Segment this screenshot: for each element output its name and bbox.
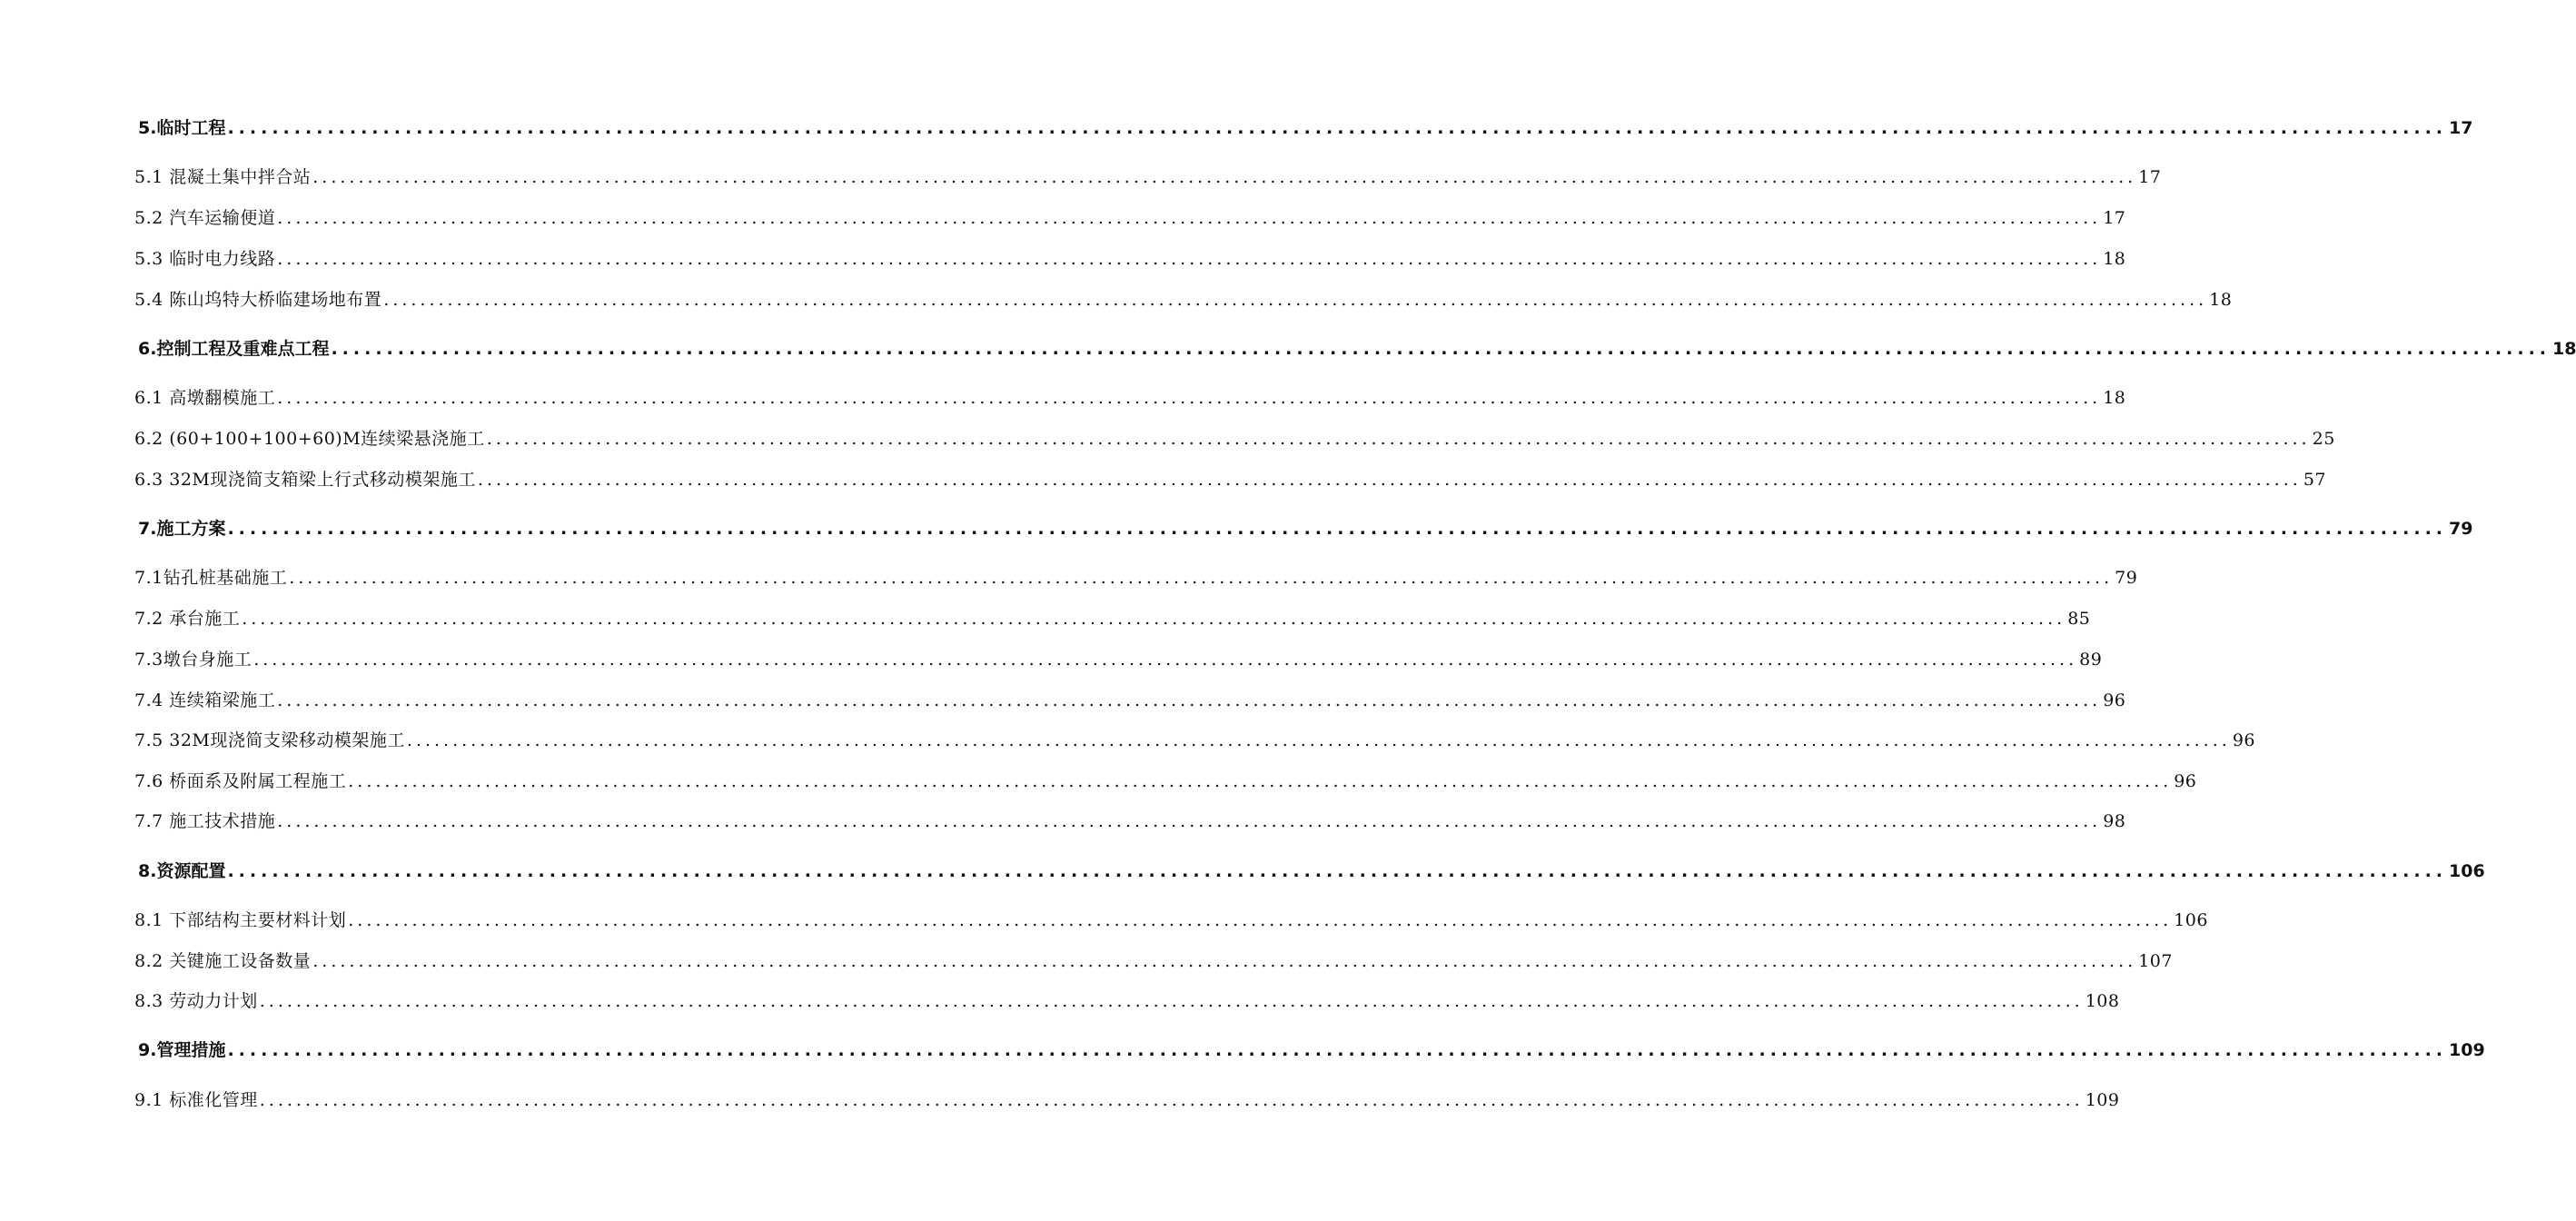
toc-entry[interactable]	[134, 808, 2126, 835]
toc-entry-section[interactable]	[138, 1037, 2485, 1064]
toc-leader-dots: ........................................................................................................................................................................................................	[312, 951, 2137, 971]
toc-entry[interactable]	[134, 245, 2126, 273]
toc-entry-title: 8.3 劳动力计划	[134, 991, 258, 1011]
toc-entry[interactable]	[134, 988, 2120, 1015]
toc-entry-section[interactable]	[138, 515, 2473, 542]
toc-entry[interactable]	[134, 1087, 2120, 1114]
toc-entry[interactable]	[134, 687, 2126, 714]
toc-entry[interactable]	[134, 466, 2326, 493]
toc-entry-page: 18	[2103, 249, 2126, 269]
toc-entry-page: 96	[2103, 690, 2126, 710]
toc-entry[interactable]	[134, 164, 2162, 191]
toc-entry-page: 106	[2449, 861, 2485, 881]
toc-leader-dots: ........................................................................................................................................................................................................	[227, 1040, 2448, 1060]
toc-entry-title: 7.3墩台身施工	[134, 650, 253, 670]
toc-entry[interactable]	[134, 384, 2126, 412]
toc-entry-page: 79	[2449, 519, 2473, 539]
toc-entry-page: 79	[2115, 568, 2138, 588]
toc-entry-title: 5.3 临时电力线路	[134, 249, 276, 269]
toc-entry-page: 17	[2103, 208, 2126, 228]
toc-entry-title: 5.临时工程	[138, 118, 226, 138]
toc-entry[interactable]	[134, 286, 2233, 313]
toc-entry-page: 106	[2174, 910, 2208, 930]
toc-entry[interactable]	[134, 768, 2197, 795]
toc-entry[interactable]	[134, 948, 2173, 975]
toc-entry[interactable]	[134, 727, 2255, 754]
toc-leader-dots: ........................................................................................................................................................................................................	[277, 249, 2102, 269]
toc-entry[interactable]	[134, 907, 2208, 934]
toc-leader-dots: ........................................................................................................................................................................................................	[277, 208, 2102, 228]
toc-leader-dots: ........................................................................................................................................................................................................	[331, 339, 2551, 359]
toc-entry-page: 85	[2067, 609, 2091, 629]
toc-entry[interactable]	[134, 646, 2103, 673]
toc-leader-dots: ........................................................................................................................................................................................................	[477, 470, 2302, 490]
toc-entry-page: 25	[2312, 429, 2335, 449]
toc-entry[interactable]	[134, 564, 2138, 591]
toc-entry-title: 7.2 承台施工	[134, 609, 241, 629]
toc-entry-page: 57	[2303, 470, 2326, 490]
toc-entry-title: 6.3 32M现浇简支箱梁上行式移动模架施工	[134, 470, 476, 490]
toc-entry-page: 18	[2552, 339, 2576, 359]
toc-leader-dots: ........................................................................................................................................................................................................	[348, 771, 2173, 791]
toc-leader-dots: ........................................................................................................................................................................................................	[277, 388, 2102, 408]
toc-entry-title: 7.7 施工技术措施	[134, 811, 276, 831]
toc-entry[interactable]	[134, 425, 2335, 452]
toc-entry[interactable]	[134, 204, 2126, 232]
toc-entry-title: 6.2 (60+100+100+60)M连续梁悬浇施工	[134, 429, 485, 449]
toc-entry-page: 107	[2138, 951, 2173, 971]
toc-entry-title: 7.1钻孔桩基础施工	[134, 568, 288, 588]
toc-entry-page: 96	[2232, 730, 2255, 750]
toc-entry-title: 5.4 陈山坞特大桥临建场地布置	[134, 290, 382, 310]
toc-entry-title: 8.1 下部结构主要材料计划	[134, 910, 347, 930]
toc-leader-dots: ........................................................................................................................................................................................................	[486, 429, 2311, 449]
toc-leader-dots: ........................................................................................................................................................................................................	[406, 730, 2231, 750]
toc-entry-title: 6.控制工程及重难点工程	[138, 339, 330, 359]
toc-entry-title: 7.施工方案	[138, 519, 226, 539]
toc-leader-dots: ........................................................................................................................................................................................................	[277, 690, 2102, 710]
toc-entry-page: 109	[2085, 1090, 2120, 1110]
toc-leader-dots: ........................................................................................................................................................................................................	[227, 519, 2448, 539]
toc-entry-title: 9.管理措施	[138, 1040, 226, 1060]
toc-entry-page: 18	[2209, 290, 2233, 310]
toc-entry-section[interactable]	[138, 114, 2473, 142]
toc-leader-dots: ........................................................................................................................................................................................................	[312, 167, 2137, 187]
toc-entry-title: 9.1 标准化管理	[134, 1090, 258, 1110]
toc-entry-title: 5.1 混凝土集中拌合站	[134, 167, 312, 187]
toc-entry-page: 18	[2103, 388, 2126, 408]
toc-leader-dots: ........................................................................................................................................................................................................	[253, 650, 2078, 670]
toc-entry-title: 7.5 32M现浇简支梁移动模架施工	[134, 730, 405, 750]
toc-entry-page: 96	[2174, 771, 2197, 791]
toc-leader-dots: ........................................................................................................................................................................................................	[348, 910, 2173, 930]
toc-leader-dots: ........................................................................................................................................................................................................	[259, 1090, 2084, 1110]
toc-entry-page: 108	[2085, 991, 2120, 1011]
toc-leader-dots: ........................................................................................................................................................................................................	[277, 811, 2102, 831]
toc-entry-title: 6.1 高墩翻模施工	[134, 388, 276, 408]
toc-entry-page: 98	[2103, 811, 2126, 831]
toc-leader-dots: ........................................................................................................................................................................................................	[259, 991, 2084, 1011]
toc-entry-title: 7.6 桥面系及附属工程施工	[134, 771, 347, 791]
toc-entry-page: 89	[2079, 650, 2103, 670]
toc-entry-title: 5.2 汽车运输便道	[134, 208, 276, 228]
toc-entry[interactable]	[134, 605, 2091, 632]
toc-leader-dots: ........................................................................................................................................................................................................	[289, 568, 2114, 588]
toc-entry-title: 8.资源配置	[138, 861, 226, 881]
toc-entry-page: 17	[2449, 118, 2473, 138]
toc-entry-page: 17	[2138, 167, 2162, 187]
toc-entry-page: 109	[2449, 1040, 2485, 1060]
toc-leader-dots: ........................................................................................................................................................................................................	[242, 609, 2066, 629]
toc-entry-title: 7.4 连续箱梁施工	[134, 690, 276, 710]
toc-entry-title: 8.2 关键施工设备数量	[134, 951, 312, 971]
toc-leader-dots: ........................................................................................................................................................................................................	[227, 118, 2448, 138]
toc-entry-section[interactable]	[138, 335, 2576, 362]
toc-entry-section[interactable]	[138, 858, 2485, 885]
toc-leader-dots: ........................................................................................................................................................................................................	[227, 861, 2448, 881]
toc-leader-dots: ........................................................................................................................................................................................................	[383, 290, 2208, 310]
